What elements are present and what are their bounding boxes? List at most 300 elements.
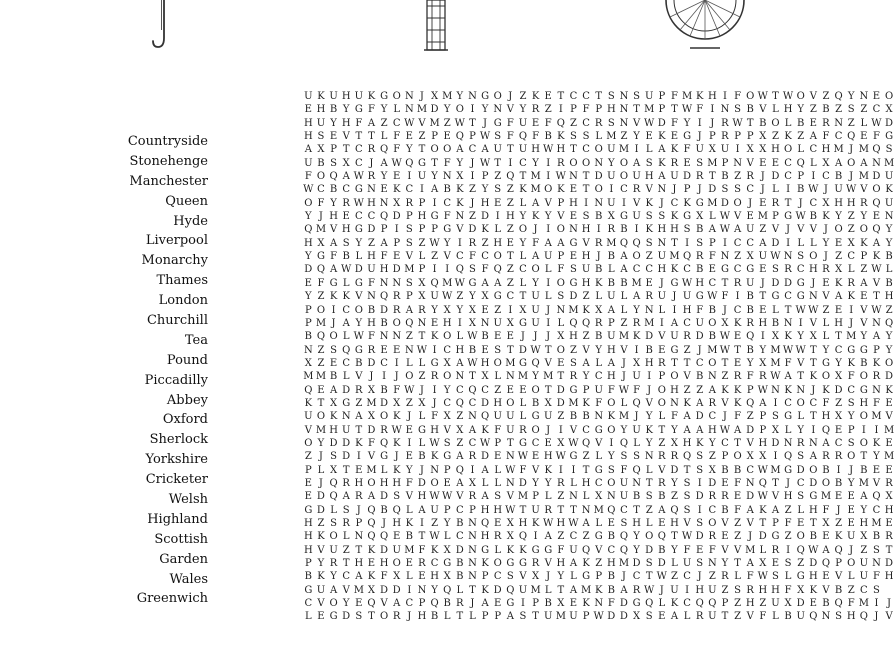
grid-letter[interactable]: P	[708, 237, 716, 249]
grid-letter[interactable]: L	[582, 491, 590, 503]
grid-letter[interactable]: E	[393, 251, 401, 263]
grid-letter[interactable]: Y	[481, 184, 489, 196]
grid-letter[interactable]: A	[582, 357, 590, 369]
grid-letter[interactable]: I	[596, 224, 601, 236]
grid-letter[interactable]: P	[595, 104, 603, 116]
grid-letter[interactable]: M	[618, 144, 630, 156]
grid-letter[interactable]: I	[836, 464, 841, 476]
grid-letter[interactable]: R	[746, 584, 754, 596]
grid-letter[interactable]: T	[582, 464, 590, 476]
grid-letter[interactable]: R	[708, 397, 717, 409]
grid-letter[interactable]: Y	[608, 157, 615, 169]
grid-letter[interactable]: O	[708, 317, 717, 329]
grid-letter[interactable]: V	[872, 477, 881, 489]
grid-letter[interactable]: Q	[379, 291, 389, 303]
grid-letter[interactable]: S	[557, 291, 565, 303]
grid-letter[interactable]: A	[367, 117, 376, 129]
grid-letter[interactable]: I	[546, 157, 551, 169]
grid-letter[interactable]: Y	[443, 384, 451, 396]
grid-letter[interactable]: T	[519, 171, 527, 183]
grid-letter[interactable]: P	[405, 211, 413, 223]
grid-letter[interactable]: M	[846, 331, 857, 343]
grid-letter[interactable]: X	[481, 291, 489, 303]
grid-letter[interactable]: Q	[392, 504, 401, 516]
grid-letter[interactable]: Q	[506, 584, 515, 596]
grid-letter[interactable]: F	[367, 104, 375, 116]
grid-letter[interactable]: T	[544, 344, 552, 356]
grid-letter[interactable]: P	[847, 424, 855, 436]
grid-letter[interactable]: L	[494, 371, 501, 383]
grid-letter[interactable]: M	[517, 371, 529, 383]
grid-letter[interactable]: Y	[305, 251, 312, 263]
grid-letter[interactable]: Z	[847, 224, 855, 236]
grid-letter[interactable]: B	[418, 451, 426, 463]
grid-letter[interactable]: A	[658, 504, 666, 516]
grid-letter[interactable]: N	[594, 411, 604, 423]
grid-letter[interactable]: P	[405, 291, 413, 303]
grid-letter[interactable]: N	[783, 437, 793, 449]
grid-letter[interactable]: C	[443, 397, 452, 409]
grid-letter[interactable]: K	[847, 357, 855, 369]
grid-letter[interactable]: R	[367, 171, 376, 183]
grid-letter[interactable]: G	[544, 544, 553, 556]
grid-letter[interactable]: O	[847, 451, 856, 463]
grid-letter[interactable]: O	[733, 451, 742, 463]
grid-letter[interactable]: H	[367, 317, 376, 329]
grid-letter[interactable]: Z	[847, 117, 855, 129]
grid-letter[interactable]: Y	[633, 544, 640, 556]
grid-letter[interactable]: D	[720, 197, 729, 209]
grid-letter[interactable]: K	[531, 518, 540, 529]
grid-letter[interactable]: E	[759, 304, 767, 316]
grid-letter[interactable]: Y	[885, 237, 893, 249]
grid-letter[interactable]: L	[405, 571, 413, 583]
grid-letter[interactable]: B	[746, 104, 754, 116]
grid-letter[interactable]: I	[558, 104, 563, 116]
grid-letter[interactable]: V	[872, 277, 881, 289]
grid-letter[interactable]: E	[834, 237, 843, 249]
grid-letter[interactable]: Z	[569, 344, 577, 356]
grid-letter[interactable]: E	[506, 384, 514, 396]
grid-letter[interactable]: B	[443, 598, 451, 610]
grid-letter[interactable]: O	[518, 224, 528, 236]
grid-letter[interactable]: C	[683, 598, 691, 610]
grid-letter[interactable]: W	[416, 344, 428, 356]
grid-letter[interactable]: G	[885, 131, 894, 143]
grid-letter[interactable]: S	[570, 264, 577, 276]
grid-letter[interactable]: V	[418, 117, 426, 129]
grid-letter[interactable]: Y	[456, 157, 464, 169]
grid-letter[interactable]: B	[329, 104, 338, 116]
grid-letter[interactable]: N	[632, 477, 641, 489]
grid-letter[interactable]: O	[708, 357, 717, 369]
grid-letter[interactable]: T	[570, 504, 577, 516]
grid-letter[interactable]: Z	[797, 131, 805, 143]
grid-letter[interactable]: J	[697, 344, 702, 356]
grid-letter[interactable]: Y	[860, 211, 868, 223]
grid-letter[interactable]: W	[782, 91, 794, 102]
grid-letter[interactable]: R	[784, 264, 792, 276]
grid-letter[interactable]: K	[683, 197, 691, 209]
grid-letter[interactable]: K	[860, 237, 868, 249]
grid-letter[interactable]: R	[607, 224, 616, 236]
grid-letter[interactable]: F	[595, 397, 603, 409]
grid-letter[interactable]: H	[455, 344, 465, 356]
grid-letter[interactable]: A	[329, 384, 338, 396]
grid-letter[interactable]: F	[431, 411, 439, 423]
grid-letter[interactable]: H	[606, 104, 616, 116]
grid-letter[interactable]: W	[353, 171, 364, 183]
grid-letter[interactable]: B	[721, 464, 729, 476]
grid-letter[interactable]: F	[683, 144, 691, 156]
grid-letter[interactable]: V	[544, 558, 552, 570]
grid-letter[interactable]: Z	[670, 571, 678, 583]
grid-letter[interactable]: K	[367, 571, 376, 583]
grid-letter[interactable]: J	[318, 477, 323, 489]
grid-letter[interactable]: R	[392, 291, 401, 303]
grid-letter[interactable]: L	[380, 464, 388, 476]
grid-letter[interactable]: K	[645, 197, 653, 209]
grid-letter[interactable]: O	[531, 424, 540, 436]
grid-letter[interactable]: W	[732, 117, 743, 129]
grid-letter[interactable]: R	[708, 531, 717, 543]
grid-letter[interactable]: Z	[734, 518, 742, 529]
grid-letter[interactable]: R	[771, 544, 780, 556]
grid-letter[interactable]: C	[708, 504, 717, 516]
grid-letter[interactable]: N	[707, 371, 717, 383]
grid-letter[interactable]: Z	[506, 277, 514, 289]
grid-letter[interactable]: O	[594, 184, 603, 196]
grid-letter[interactable]: P	[835, 558, 842, 570]
grid-letter[interactable]: U	[569, 611, 578, 623]
grid-letter[interactable]: P	[494, 611, 502, 623]
grid-letter[interactable]: J	[546, 571, 551, 583]
grid-letter[interactable]: Y	[406, 144, 413, 156]
grid-letter[interactable]: H	[303, 544, 313, 556]
grid-letter[interactable]: J	[621, 357, 626, 369]
grid-letter[interactable]: V	[885, 611, 893, 623]
grid-letter[interactable]: O	[443, 144, 452, 156]
grid-letter[interactable]: E	[670, 131, 679, 143]
grid-letter[interactable]: R	[468, 491, 477, 503]
grid-letter[interactable]: C	[670, 197, 679, 209]
grid-letter[interactable]: O	[329, 598, 338, 610]
grid-letter[interactable]: S	[494, 184, 502, 196]
grid-letter[interactable]: H	[758, 317, 768, 329]
grid-letter[interactable]: R	[885, 477, 893, 489]
grid-letter[interactable]: K	[733, 317, 742, 329]
grid-letter[interactable]: A	[582, 518, 590, 529]
grid-letter[interactable]: E	[531, 117, 540, 129]
grid-letter[interactable]: J	[647, 384, 652, 396]
grid-letter[interactable]: W	[404, 117, 415, 129]
grid-letter[interactable]: F	[734, 411, 742, 423]
grid-letter[interactable]: N	[657, 237, 667, 249]
grid-letter[interactable]: S	[342, 504, 350, 516]
grid-letter[interactable]: U	[644, 91, 654, 102]
grid-letter[interactable]: S	[696, 157, 704, 169]
grid-letter[interactable]: U	[543, 611, 553, 623]
grid-letter[interactable]: S	[658, 211, 666, 223]
grid-letter[interactable]: Z	[582, 451, 590, 463]
grid-letter[interactable]: U	[670, 171, 679, 183]
grid-letter[interactable]: L	[544, 264, 552, 276]
grid-letter[interactable]: G	[683, 211, 692, 223]
grid-letter[interactable]: G	[430, 357, 439, 369]
grid-letter[interactable]: H	[771, 584, 780, 596]
grid-letter[interactable]: Z	[784, 531, 792, 543]
grid-letter[interactable]: C	[582, 91, 590, 102]
grid-letter[interactable]: B	[834, 477, 843, 489]
grid-letter[interactable]: U	[632, 424, 641, 436]
grid-letter[interactable]: I	[558, 464, 563, 476]
grid-letter[interactable]: Z	[683, 344, 691, 356]
grid-letter[interactable]: H	[695, 584, 705, 596]
grid-letter[interactable]: J	[836, 504, 841, 516]
grid-letter[interactable]: K	[885, 184, 893, 196]
grid-letter[interactable]: B	[746, 344, 754, 356]
grid-letter[interactable]: J	[760, 277, 765, 289]
grid-letter[interactable]: V	[519, 571, 527, 583]
grid-letter[interactable]: E	[847, 504, 855, 516]
grid-letter[interactable]: T	[570, 144, 577, 156]
grid-letter[interactable]: M	[303, 371, 314, 383]
grid-letter[interactable]: C	[443, 197, 452, 209]
grid-letter[interactable]: W	[429, 531, 440, 543]
grid-letter[interactable]: W	[429, 437, 440, 449]
grid-letter[interactable]: A	[834, 291, 843, 303]
grid-letter[interactable]: B	[834, 584, 843, 596]
grid-letter[interactable]: M	[618, 558, 630, 570]
grid-letter[interactable]: D	[380, 584, 389, 596]
grid-letter[interactable]: O	[632, 251, 641, 263]
grid-letter[interactable]: N	[783, 251, 793, 263]
grid-letter[interactable]: N	[720, 104, 730, 116]
grid-letter[interactable]: P	[418, 224, 426, 236]
grid-letter[interactable]: W	[530, 344, 541, 356]
grid-letter[interactable]: A	[860, 277, 868, 289]
grid-letter[interactable]: E	[872, 211, 881, 223]
grid-letter[interactable]: I	[710, 104, 715, 116]
grid-letter[interactable]: L	[772, 104, 779, 116]
grid-letter[interactable]: D	[316, 491, 325, 503]
grid-letter[interactable]: U	[531, 504, 540, 516]
grid-letter[interactable]: P	[557, 251, 565, 263]
grid-letter[interactable]: E	[872, 464, 881, 476]
grid-letter[interactable]: U	[506, 424, 515, 436]
grid-letter[interactable]: K	[645, 224, 653, 236]
grid-letter[interactable]: V	[582, 344, 590, 356]
grid-letter[interactable]: B	[746, 304, 754, 316]
grid-letter[interactable]: W	[757, 91, 768, 102]
grid-letter[interactable]: B	[355, 357, 363, 369]
grid-letter[interactable]: A	[393, 598, 401, 610]
grid-letter[interactable]: Y	[532, 477, 539, 489]
grid-letter[interactable]: Y	[532, 277, 539, 289]
grid-letter[interactable]: B	[632, 491, 641, 503]
grid-letter[interactable]: R	[721, 117, 729, 129]
grid-letter[interactable]: S	[734, 104, 741, 116]
grid-letter[interactable]: H	[480, 357, 490, 369]
grid-letter[interactable]: J	[546, 424, 551, 436]
grid-letter[interactable]: S	[355, 611, 363, 623]
grid-letter[interactable]: W	[467, 357, 478, 369]
grid-letter[interactable]: P	[721, 598, 729, 610]
grid-letter[interactable]: E	[645, 277, 653, 289]
grid-letter[interactable]: U	[316, 584, 326, 596]
grid-letter[interactable]: C	[809, 397, 818, 409]
grid-letter[interactable]: J	[823, 224, 828, 236]
grid-letter[interactable]: D	[619, 598, 628, 610]
grid-letter[interactable]: M	[820, 491, 832, 503]
grid-letter[interactable]: Y	[885, 344, 893, 356]
grid-letter[interactable]: Y	[709, 437, 716, 449]
grid-letter[interactable]: G	[518, 357, 527, 369]
grid-letter[interactable]: R	[746, 171, 754, 183]
grid-letter[interactable]: Q	[556, 117, 565, 129]
grid-letter[interactable]: J	[394, 371, 399, 383]
grid-letter[interactable]: Y	[582, 371, 590, 383]
grid-letter[interactable]: U	[607, 197, 616, 209]
grid-letter[interactable]: H	[707, 424, 717, 436]
grid-letter[interactable]: Q	[480, 411, 490, 423]
grid-letter[interactable]: S	[847, 397, 855, 409]
grid-letter[interactable]: A	[468, 424, 477, 436]
grid-letter[interactable]: A	[632, 157, 641, 169]
grid-letter[interactable]: Y	[885, 331, 893, 343]
grid-letter[interactable]: J	[419, 384, 424, 396]
grid-letter[interactable]: K	[695, 437, 704, 449]
grid-letter[interactable]: S	[570, 357, 577, 369]
grid-letter[interactable]: I	[773, 451, 778, 463]
grid-letter[interactable]: Z	[418, 371, 426, 383]
grid-letter[interactable]: R	[594, 317, 603, 329]
grid-letter[interactable]: P	[418, 197, 426, 209]
grid-letter[interactable]: W	[707, 291, 718, 303]
grid-letter[interactable]: D	[784, 277, 793, 289]
grid-letter[interactable]: K	[481, 558, 489, 570]
grid-letter[interactable]: B	[569, 411, 578, 423]
grid-letter[interactable]: Q	[379, 437, 389, 449]
grid-letter[interactable]: A	[620, 251, 628, 263]
grid-letter[interactable]: Z	[885, 304, 893, 316]
grid-letter[interactable]: B	[544, 131, 552, 143]
grid-letter[interactable]: A	[733, 224, 742, 236]
grid-letter[interactable]: Y	[406, 464, 413, 476]
grid-letter[interactable]: K	[582, 397, 590, 409]
grid-letter[interactable]: X	[456, 424, 464, 436]
grid-letter[interactable]: J	[520, 331, 525, 343]
grid-letter[interactable]: E	[847, 491, 855, 503]
grid-letter[interactable]: A	[607, 357, 615, 369]
grid-letter[interactable]: U	[682, 558, 692, 570]
grid-letter[interactable]: D	[342, 451, 351, 463]
grid-letter[interactable]: R	[355, 384, 363, 396]
grid-letter[interactable]: B	[380, 504, 388, 516]
grid-letter[interactable]: Z	[620, 317, 628, 329]
grid-letter[interactable]: D	[657, 117, 666, 129]
grid-letter[interactable]: C	[367, 211, 376, 223]
grid-letter[interactable]: X	[443, 571, 451, 583]
grid-letter[interactable]: Z	[734, 171, 742, 183]
grid-letter[interactable]: M	[517, 491, 529, 503]
grid-letter[interactable]: N	[367, 184, 376, 196]
grid-letter[interactable]: M	[669, 251, 680, 263]
grid-letter[interactable]: I	[697, 504, 702, 516]
grid-letter[interactable]: G	[720, 264, 729, 276]
grid-letter[interactable]: P	[557, 197, 565, 209]
grid-letter[interactable]: B	[834, 171, 843, 183]
grid-letter[interactable]: W	[517, 451, 529, 463]
grid-letter[interactable]: I	[432, 264, 437, 276]
grid-letter[interactable]: W	[353, 197, 364, 209]
grid-letter[interactable]: B	[797, 184, 805, 196]
grid-letter[interactable]: N	[808, 437, 818, 449]
grid-letter[interactable]: G	[531, 411, 540, 423]
grid-letter[interactable]: C	[493, 571, 502, 583]
grid-letter[interactable]: Z	[860, 104, 868, 116]
grid-letter[interactable]: Z	[708, 571, 716, 583]
grid-letter[interactable]: D	[417, 477, 426, 489]
grid-letter[interactable]: A	[342, 317, 350, 329]
grid-letter[interactable]: Y	[633, 531, 640, 543]
grid-letter[interactable]: K	[872, 251, 881, 263]
grid-letter[interactable]: E	[885, 464, 893, 476]
grid-letter[interactable]: W	[442, 291, 453, 303]
grid-letter[interactable]: N	[821, 611, 831, 623]
grid-letter[interactable]: E	[494, 598, 502, 610]
grid-letter[interactable]: S	[405, 277, 413, 289]
grid-letter[interactable]: N	[796, 384, 806, 396]
grid-letter[interactable]: C	[582, 117, 590, 129]
grid-letter[interactable]: G	[796, 571, 805, 583]
grid-letter[interactable]: L	[607, 264, 615, 276]
grid-letter[interactable]: B	[822, 464, 830, 476]
grid-letter[interactable]: Y	[330, 571, 337, 583]
grid-letter[interactable]: B	[809, 531, 817, 543]
grid-letter[interactable]: Z	[317, 518, 325, 529]
grid-letter[interactable]: C	[342, 357, 351, 369]
grid-letter[interactable]: Q	[632, 237, 641, 249]
grid-letter[interactable]: X	[746, 144, 754, 156]
grid-letter[interactable]: F	[734, 91, 742, 102]
grid-letter[interactable]: K	[607, 411, 616, 423]
grid-letter[interactable]: C	[468, 437, 477, 449]
grid-letter[interactable]: N	[872, 317, 881, 329]
grid-letter[interactable]: P	[380, 224, 388, 236]
grid-letter[interactable]: K	[342, 291, 350, 303]
grid-letter[interactable]: C	[683, 264, 691, 276]
grid-letter[interactable]: C	[683, 571, 691, 583]
grid-letter[interactable]: D	[556, 397, 565, 409]
grid-letter[interactable]: P	[759, 424, 767, 436]
grid-letter[interactable]: V	[860, 184, 868, 196]
grid-letter[interactable]: J	[722, 411, 727, 423]
grid-letter[interactable]: E	[304, 104, 312, 116]
grid-letter[interactable]: S	[772, 411, 779, 423]
grid-letter[interactable]: K	[632, 331, 641, 343]
grid-letter[interactable]: L	[317, 464, 325, 476]
grid-letter[interactable]: H	[518, 518, 528, 529]
grid-letter[interactable]: W	[555, 171, 566, 183]
grid-letter[interactable]: D	[342, 384, 351, 396]
grid-letter[interactable]: X	[304, 357, 312, 369]
grid-letter[interactable]: K	[670, 211, 679, 223]
grid-letter[interactable]: H	[417, 491, 427, 503]
grid-letter[interactable]: L	[494, 544, 501, 556]
grid-letter[interactable]: Z	[506, 224, 514, 236]
grid-letter[interactable]: F	[746, 371, 754, 383]
